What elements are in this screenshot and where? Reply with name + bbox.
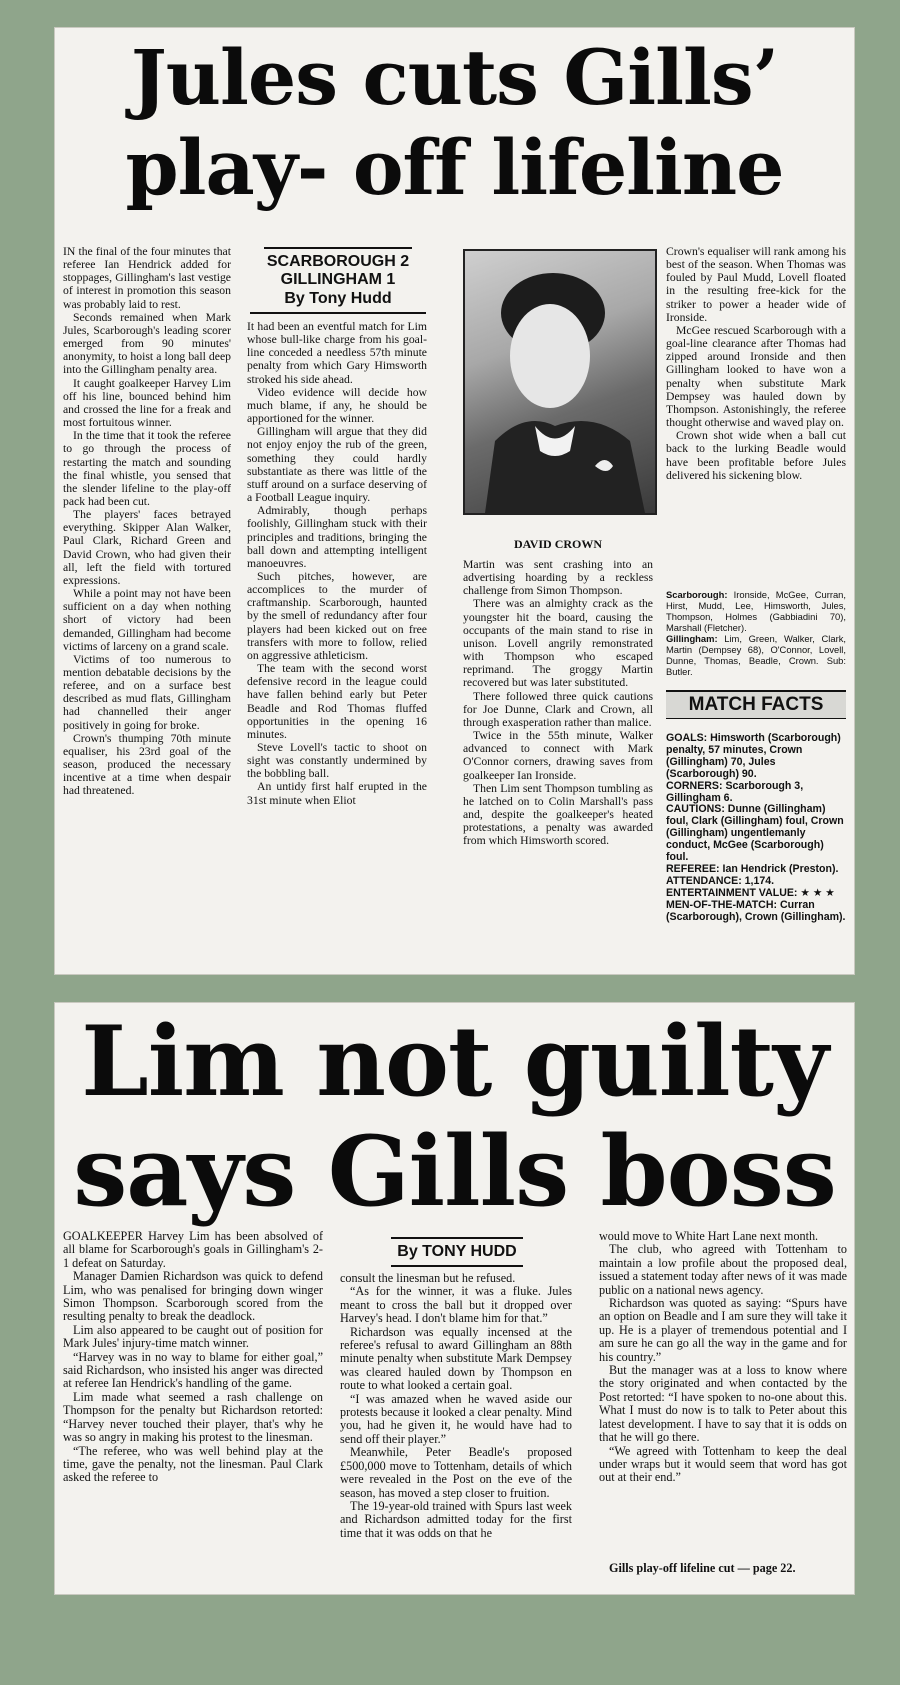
headline-line-2: says Gills boss — [73, 1115, 836, 1228]
match-facts-list — [666, 733, 846, 924]
paragraph: There followed three quick cautions for Joe Dunne, Clark and Crown, all through exasperation rather than malice. — [463, 689, 653, 729]
lineup-scarborough: Ironside, McGee, Curran, Hirst, Mudd, Lee, Himsworth, Jules, Thompson, Holmes (Gabbiadini 70), Marshall (Fletcher). — [666, 589, 847, 633]
paragraph: “The referee, who was well behind play at the time, gave the penalty, not the linesman. Paul Clark asked the referee to — [63, 1443, 323, 1485]
paragraph: It caught goalkeeper Harvey Lim off his line, bounced behind him and crossed the line for a freak and most fortuitous winner. — [63, 376, 231, 430]
team-lineups — [666, 589, 846, 677]
score-line-1: SCARBOROUGH 2 — [266, 253, 410, 270]
byline-rule-top — [391, 1237, 523, 1239]
paragraph: IN the final of the four minutes that referee Ian Hendrick added for stoppages, Gillingham's last vestige of interest in promotion this season was probably laid to rest. — [63, 245, 231, 311]
byline: By TONY HUDD — [397, 1243, 517, 1260]
byline: By Tony Hudd — [284, 290, 392, 307]
paragraph: Crown's thumping 70th minute equaliser, his 23rd goal of the season, produced the necessary incentive at a time when despair had threatened. — [63, 731, 231, 798]
match-fact-item: GOALS: Himsworth (Scarborough) penalty, 57 minutes, Crown (Gillingham) 70, Jules (Scarborough) 90. — [666, 732, 841, 780]
footer-ref-text: Gills play-off lifeline cut — page 22. — [609, 1562, 796, 1575]
paragraph: Lim also appeared to be caught out of position for Mark Jules' injury-time match winner. — [63, 1322, 323, 1351]
article-column-3 — [463, 558, 653, 972]
match-facts-heading: MATCH FACTS — [666, 690, 846, 719]
paragraph: Richardson was equally incensed at the referee's refusal to award Gillingham an 88th minute penalty when substitute Mark Dempsey was cleared hauled down by Thompson en route to what looked a certain goal. — [340, 1324, 572, 1393]
paragraph: Crown shot wide when a ball cut back to the lurking Beadle would have been profitable before Jules delivered his sickening blow. — [666, 429, 846, 482]
article-column-1 — [63, 245, 231, 973]
paragraph: Crown's equaliser will rank among his best of the season. When Thomas was fouled by Paul Mudd, Lovell floated in the resulting free-kick for the striker to power a header wide of Ironside. — [666, 245, 846, 324]
paragraph: Video evidence will decide how much blame, if any, he should be apportioned for the winner. — [247, 385, 427, 426]
paragraph: Lim made what seemed a rash challenge on Thompson for the penalty but Richardson retorted: “Harvey never touched their player, that's why he was so angry in making his protest to the linesman. — [63, 1389, 323, 1445]
article-column-3 — [599, 1230, 847, 1560]
paragraph: “I was amazed when he waved aside our protests because it looked a clear penalty. Mind you, had he given it, he would have had to send off their player.” — [340, 1391, 572, 1446]
headline-line-2: play- off lifeline — [125, 123, 784, 212]
byline-rule-bottom — [391, 1265, 523, 1267]
headline-line-1: Jules cuts Gills’ — [130, 33, 779, 122]
photo-caption: DAVID CROWN — [513, 537, 603, 551]
paragraph: would move to White Hart Lane next month. — [599, 1230, 819, 1243]
paragraph: GOALKEEPER Harvey Lim has been absolved of all blame for Scarborough's goals in Gillingham's 2-1 defeat on Saturday. — [63, 1230, 323, 1270]
footer-page-reference — [599, 1562, 847, 1592]
paragraph: Seconds remained when Mark Jules, Scarborough's leading scorer emerged from 90 minutes' anonymity, to hoist a long ball deep into the Gillingham penalty area. — [63, 310, 231, 377]
paragraph: “We agreed with Tottenham to keep the deal under wraps but it would seem that word has got out at their end.” — [599, 1443, 847, 1485]
paragraph: Richardson was quoted as saying: “Spurs have an option on Beadle and I am sure they will take it up. He is a player of tremendous potential and I am sure he can go all the way in the game and for his country.” — [599, 1296, 847, 1364]
byline-rule-top — [264, 247, 412, 249]
paragraph: consult the linesman but he refused. — [340, 1272, 516, 1285]
paragraph: It had been an eventful match for Lim whose bull-like charge from his goal-line conceded a needless 57th minute penalty from which Gary Himsworth stroked his side ahead. — [247, 320, 427, 386]
paragraph: Then Lim sent Thompson tumbling as he latched on to Colin Marshall's pass and, despite the goalkeeper's heated protestations, a penalty was awarded from which Himsworth scored. — [463, 781, 653, 848]
lineup-gillingham: Lim, Green, Walker, Clark, Martin (Dempsey 68), O'Connor, Lovell, Dunne, Thomas, Beadle, Crown. Sub: Butler. — [666, 633, 846, 677]
paragraph: In the time that it took the referee to go through the process of restarting the match and sounding the final whistle, you sensed that the slender lifeline to the play-off pack had been cut. — [63, 429, 231, 508]
paragraph: While a point may not have been sufficient on a day when nothing short of victory had been demanded, Gillingham had become victims of larceny on a grand scale. — [63, 587, 231, 653]
article-column-4 — [666, 245, 846, 605]
paragraph: Martin was sent crashing into an advertising hoarding by a reckless challenge from Simon Thompson. — [463, 558, 653, 598]
article-column-2 — [247, 320, 427, 972]
lineup-scarborough-label: Scarborough: — [666, 589, 728, 600]
match-fact-item: CORNERS: Scarborough 3, Gillingham 6. — [666, 779, 804, 804]
headline-line-1: Lim not guilty — [81, 1005, 828, 1118]
lineup-gillingham-label: Gillingham: — [666, 633, 718, 644]
paragraph: Admirably, though perhaps foolishly, Gillingham stuck with their principles and traditions, bringing the ball down and attempting intelligent manoeuvres. — [247, 504, 427, 570]
byline-rule-bottom — [250, 312, 426, 314]
paragraph: Manager Damien Richardson was quick to defend Lim, who was penalised for bringing down winger Simon Thompson. Scarborough scored from the resulting penalty to break the deadlock. — [63, 1269, 323, 1324]
article-clipping-jules — [54, 27, 855, 975]
paragraph: “As for the winner, it was a fluke. Jules meant to cross the ball but it dropped over Harvey's head. I don't blame him for that.” — [340, 1284, 572, 1326]
paragraph: An untidy first half erupted in the 31st minute when Eliot — [247, 780, 427, 807]
paragraph: There was an almighty crack as the youngster hit the board, causing the occupants of the main stand to rise in unison. Lovell angrily remonstrated with Thompson who escaped reprimand. The groggy Martin recovered but was later substituted. — [463, 597, 653, 690]
paragraph: McGee rescued Scarborough with a goal-line clearance after Thomas had zipped around Ironside and then Gillingham looked to have won a penalty when substitute Mark Dempsey was hauled down by Thompson. Astonishingly, the referee thought otherwise and waved play on. — [666, 323, 846, 430]
paragraph: “Harvey was in no way to blame for either goal,” said Richardson, who insisted his anger was directed at referee Ian Hendrick's handling of the game. — [63, 1349, 323, 1391]
paragraph: Twice in the 55th minute, Walker advanced to connect with Mark O'Connor corners, drawing saves from goalkeeper Ian Ironside. — [463, 729, 653, 782]
paragraph: Meanwhile, Peter Beadle's proposed £500,000 move to Tottenham, details of which were revealed in the Post on the eve of the season, has moved a step closer to fruition. — [340, 1445, 572, 1500]
paragraph: Steve Lovell's tactic to shoot on sight was constantly undermined by the bobbling ball. — [247, 741, 427, 781]
paragraph: Victims of too numerous to mention debatable decisions by the referee, and on a surface best described as mud flats, Gillingham had channelled their anger positively in going for broke. — [63, 652, 231, 732]
paragraph: Gillingham will argue that they did not enjoy enjoy the rub of the green, something they could hardly substantiate as there was little of the stuff around on a surface deserving of a Football League inquiry. — [247, 425, 427, 505]
paragraph: The team with the second worst defensive record in the league could have fallen behind early but Peter Beadle and Rod Thomas fluffed opportunities in the opening 16 minutes. — [247, 662, 427, 741]
player-photo — [463, 249, 657, 515]
paragraph: The club, who agreed with Tottenham to maintain a low profile about the proposed deal, issued a statement today after news of it was made public on a national news agency. — [599, 1242, 847, 1297]
match-fact-item: ENTERTAINMENT VALUE: ★ ★ ★ — [666, 886, 835, 899]
paragraph: The players' faces betrayed everything. Skipper Alan Walker, Paul Clark, Richard Green and David Crown, who had given their all, left the field with tortured expressions. — [63, 508, 231, 587]
match-fact-item: MEN-OF-THE-MATCH: Curran (Scarborough), Crown (Gillingham). — [666, 898, 846, 923]
article-column-1 — [63, 1230, 323, 1586]
player-portrait-image — [465, 251, 655, 513]
article-clipping-lim — [54, 1002, 855, 1595]
match-fact-item: CAUTIONS: Dunne (Gillingham) foul, Clark (Gillingham) foul, Crown (Gillingham) ungentlemanly conduct, McGee (Scarborough) foul. — [666, 803, 844, 864]
score-line-2: GILLINGHAM 1 — [280, 271, 396, 288]
article-column-2 — [340, 1272, 572, 1587]
paragraph: But the manager was at a loss to know where the story originated and when contacted by the Post retorted: “I have spoken to no-one about this. What I must do now is to talk to Peter about this latest development. I have to say that it is odds on that he will go there. — [599, 1363, 847, 1445]
match-fact-item: REFEREE: Ian Hendrick (Preston). — [666, 862, 839, 875]
match-fact-item: ATTENDANCE: 1,174. — [666, 874, 775, 887]
paragraph: Such pitches, however, are accomplices to the murder of craftmanship. Scarborough, haunted by the smell of redundancy after four players had been kicked out on free transfers with more to follow, relied on aggressive athleticism. — [247, 569, 427, 662]
paragraph: The 19-year-old trained with Spurs last week and Richardson admitted today for the first time that it was odds on that he — [340, 1498, 572, 1540]
